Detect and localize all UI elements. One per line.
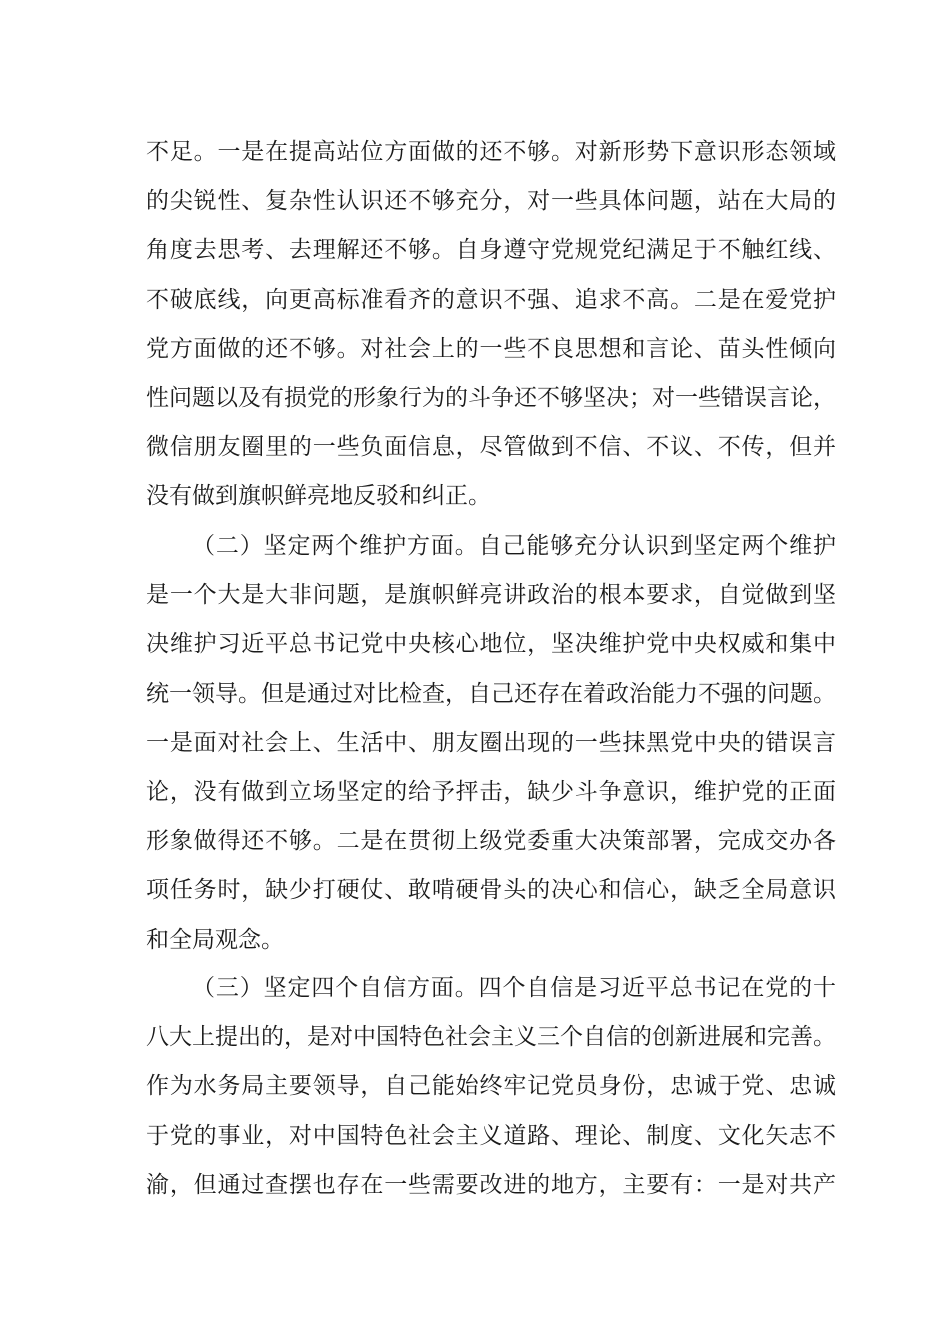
text-line: 微信朋友圈里的一些负面信息，尽管做到不信、不议、不传，但并: [146, 434, 836, 461]
text-line: 党方面做的还不够。对社会上的一些不良思想和言论、苗头性倾向: [146, 335, 836, 362]
text-line: 一是面对社会上、生活中、朋友圈出现的一些抹黑党中央的错误言: [146, 729, 836, 756]
paragraph-2: [146, 522, 836, 965]
text-line: 不破底线，向更高标准看齐的意识不强、追求不高。二是在爱党护: [146, 286, 836, 313]
text-line: 没有做到旗帜鲜亮地反驳和纠正。: [146, 483, 491, 510]
text-line: 形象做得还不够。二是在贯彻上级党委重大决策部署，完成交办各: [146, 828, 836, 855]
text-line: 决维护习近平总书记党中央核心地位，坚决维护党中央权威和集中: [146, 631, 836, 658]
text-line: 性问题以及有损党的形象行为的斗争还不够坚决；对一些错误言论，: [146, 384, 836, 411]
text-line: 和全局观念。: [146, 926, 284, 953]
text-line: 于党的事业，对中国特色社会主义道路、理论、制度、文化矢志不: [146, 1122, 836, 1149]
text-line: 作为水务局主要领导，自己能始终牢记党员身份，忠诚于党、忠诚: [146, 1073, 836, 1100]
text-line: 八大上提出的，是对中国特色社会主义三个自信的创新进展和完善。: [146, 1024, 836, 1051]
text-line: 渝，但通过查摆也存在一些需要改进的地方，主要有：一是对共产: [146, 1171, 836, 1198]
paragraph-1: [146, 128, 836, 522]
text-line: 是一个大是大非问题，是旗帜鲜亮讲政治的根本要求，自觉做到坚: [146, 582, 836, 609]
text-line: 角度去思考、去理解还不够。自身遵守党规党纪满足于不触红线、: [146, 237, 836, 264]
text-line: （三）坚定四个自信方面。四个自信是习近平总书记在党的十: [192, 975, 836, 1001]
text-line: （二）坚定两个维护方面。自己能够充分认识到坚定两个维护: [192, 533, 836, 559]
text-line: 论，没有做到立场坚定的给予抨击，缺少斗争意识，维护党的正面: [146, 778, 836, 805]
text-line: 不足。一是在提高站位方面做的还不够。对新形势下意识形态领域: [146, 139, 836, 165]
text-line: 项任务时，缺少打硬仗、敢啃硬骨头的决心和信心，缺乏全局意识: [146, 877, 836, 904]
paragraph-3: [146, 964, 836, 1210]
text-line: 的尖锐性、复杂性认识还不够充分，对一些具体问题，站在大局的: [146, 188, 836, 215]
text-line: 统一领导。但是通过对比检查，自己还存在着政治能力不强的问题。: [146, 680, 836, 707]
